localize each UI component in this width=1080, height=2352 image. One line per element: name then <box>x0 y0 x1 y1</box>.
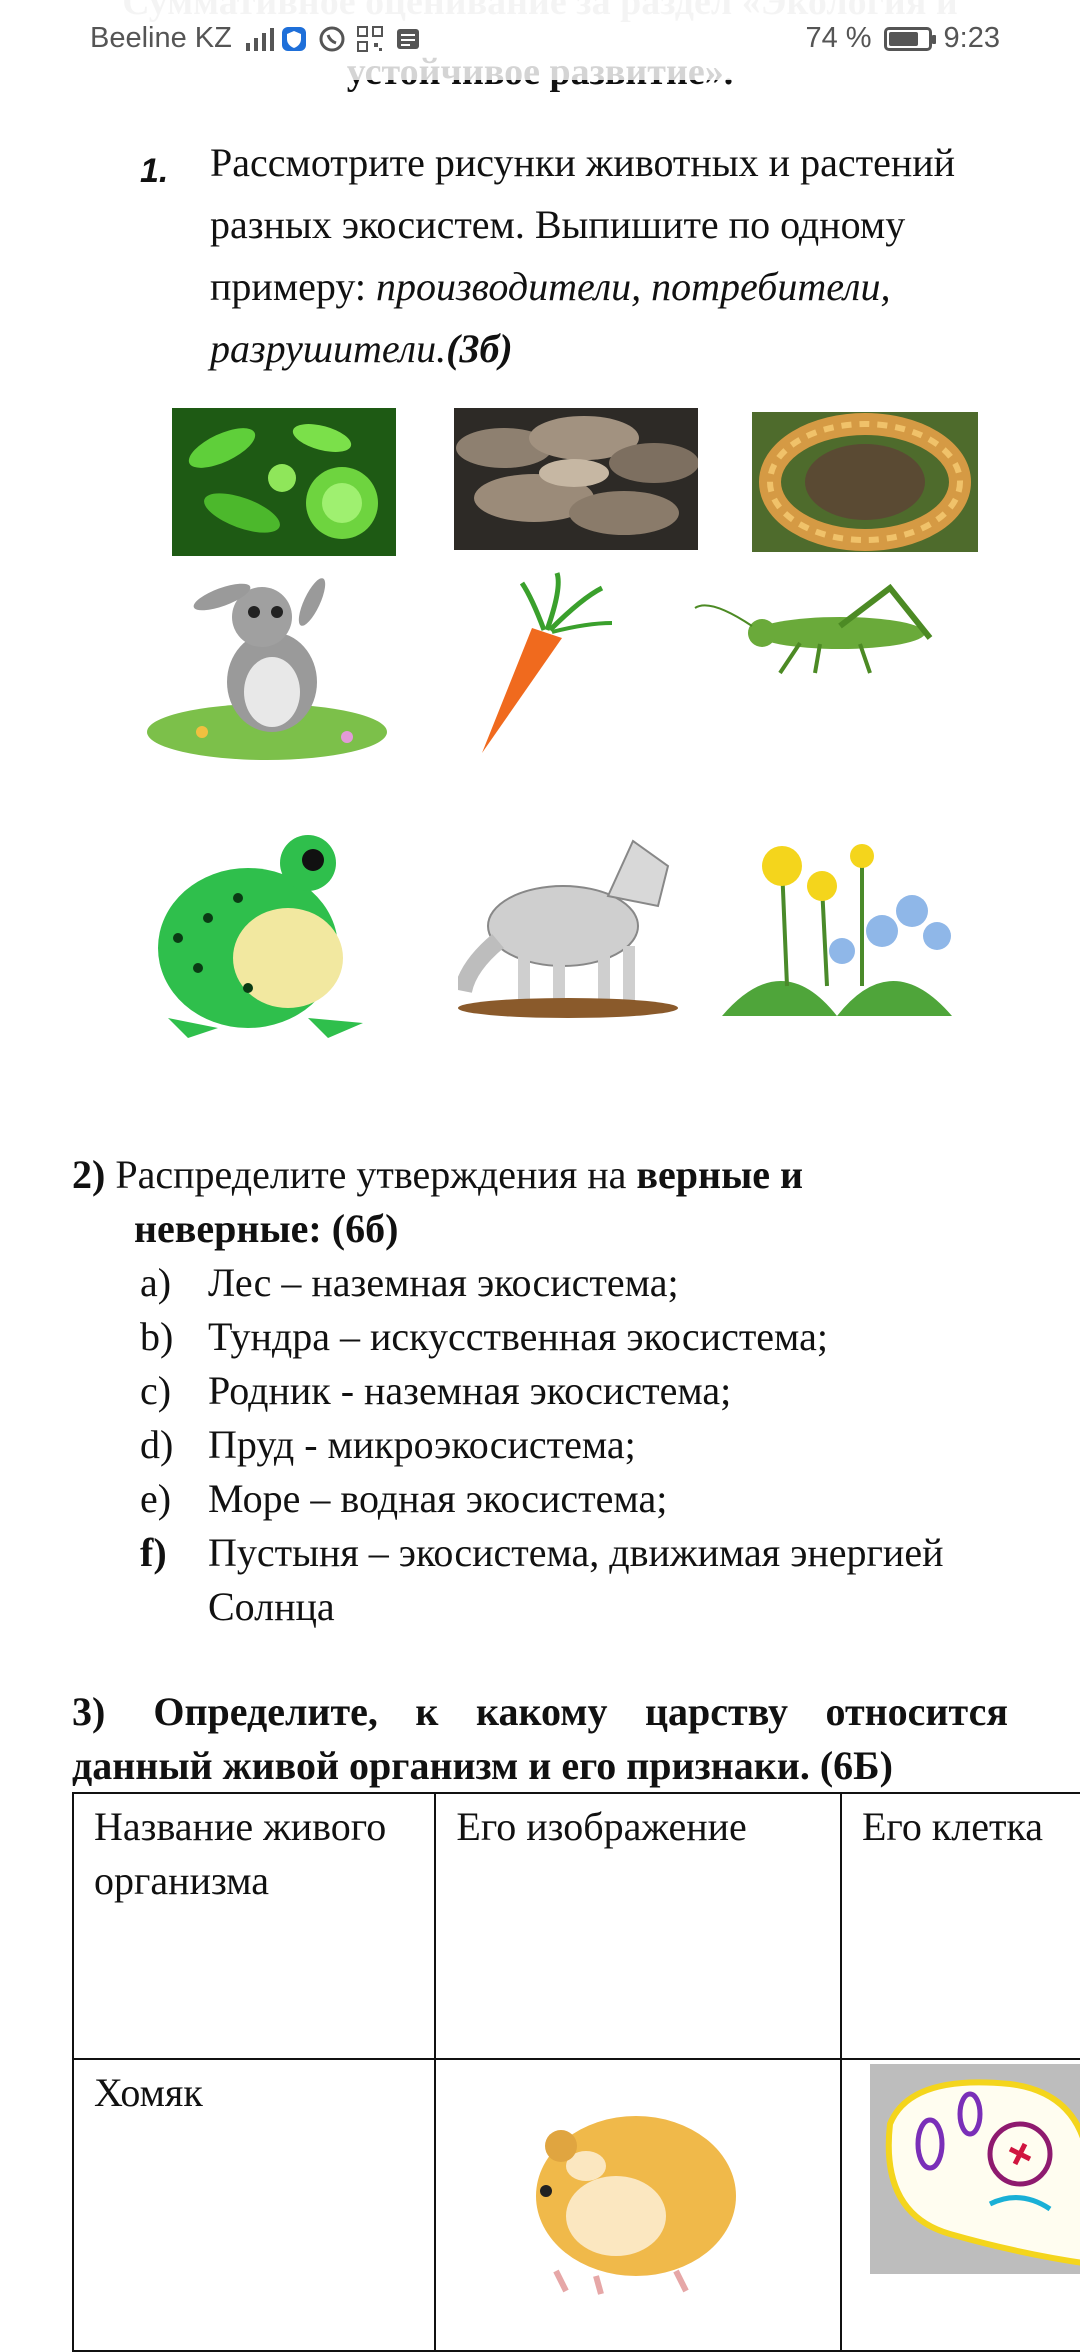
item-mark: d) <box>140 1422 174 1467</box>
flowers-image <box>722 826 952 1016</box>
question-1-points: (3б) <box>446 326 513 371</box>
item-mark: a) <box>140 1260 172 1305</box>
item-text: Пустыня – экосистема, движимая энергией Солнца <box>208 1530 944 1629</box>
hamster-image <box>506 2076 756 2296</box>
item-text: Пруд - микроэкосистема; <box>208 1422 636 1467</box>
item-text: Родник - наземная экосистема; <box>208 1368 732 1413</box>
table-cell <box>435 2059 841 2351</box>
list-item <box>72 1364 1032 1418</box>
question-1-text: Рассмотрите рисунки животных и растений разных экосистем. Выпишите по одному примеру: <box>210 140 956 309</box>
table-header: Его изображение <box>435 1793 841 2059</box>
animal-cell-image <box>870 2064 1080 2274</box>
item-mark: b) <box>140 1314 174 1359</box>
question-number: 1. <box>140 152 169 190</box>
carrier-label: Beeline KZ <box>90 22 232 54</box>
question-2-bold-2: неверные: (6б) <box>134 1206 399 1251</box>
frog-image <box>148 828 373 1043</box>
table-cell <box>841 2059 1080 2351</box>
bacteria-image <box>172 408 396 556</box>
organism-table <box>72 1792 1080 2352</box>
table-header: Его клетка <box>841 1793 1080 2059</box>
question-1 <box>140 140 1000 380</box>
mushrooms-stump-image <box>752 412 978 552</box>
battery-percent: 74 % <box>805 22 872 54</box>
item-mark: e) <box>140 1476 172 1521</box>
item-mark: f) <box>140 1530 167 1575</box>
question-3-line-2: данный живой организм и его признаки. (6Б) <box>72 1743 893 1788</box>
qr-icon <box>356 25 384 53</box>
question-2-bold-1: верные и <box>636 1152 804 1197</box>
grasshopper-image <box>690 578 960 678</box>
signal-icon <box>242 25 270 53</box>
question-3-line-1: Определите, к какому царству относится <box>153 1689 1008 1734</box>
question-2-label: 2) <box>72 1152 106 1197</box>
question-2 <box>72 1148 1032 1634</box>
message-icon <box>394 25 422 53</box>
item-text: Лес – наземная экосистема; <box>208 1260 679 1305</box>
table-header: Название живого организма <box>73 1793 435 2059</box>
status-bar <box>0 0 1080 80</box>
wolf-image <box>458 826 678 1020</box>
mushrooms-clump-image <box>454 408 698 550</box>
whatsapp-icon <box>318 25 346 53</box>
hare-image <box>142 572 392 762</box>
table-row <box>73 2059 1080 2351</box>
carrot-image <box>462 568 622 758</box>
question-2-text: Распределите утверждения на <box>115 1152 627 1197</box>
item-text: Море – водная экосистема; <box>208 1476 668 1521</box>
battery-icon <box>884 27 932 51</box>
statement-list <box>72 1256 1032 1634</box>
question-3-label: 3) <box>72 1689 106 1734</box>
question-1-italic: производители, потребители, разрушители. <box>210 264 891 371</box>
table-cell: Хомяк <box>73 2059 435 2351</box>
shield-icon <box>280 25 308 53</box>
list-item <box>72 1310 1032 1364</box>
clock: 9:23 <box>943 22 1000 54</box>
item-mark: c) <box>140 1368 172 1413</box>
list-item <box>72 1526 1032 1634</box>
item-text: Тундра – искусственная экосистема; <box>208 1314 828 1359</box>
list-item <box>72 1256 1032 1310</box>
question-3 <box>72 1685 1008 1793</box>
list-item <box>72 1472 1032 1526</box>
list-item <box>72 1418 1032 1472</box>
